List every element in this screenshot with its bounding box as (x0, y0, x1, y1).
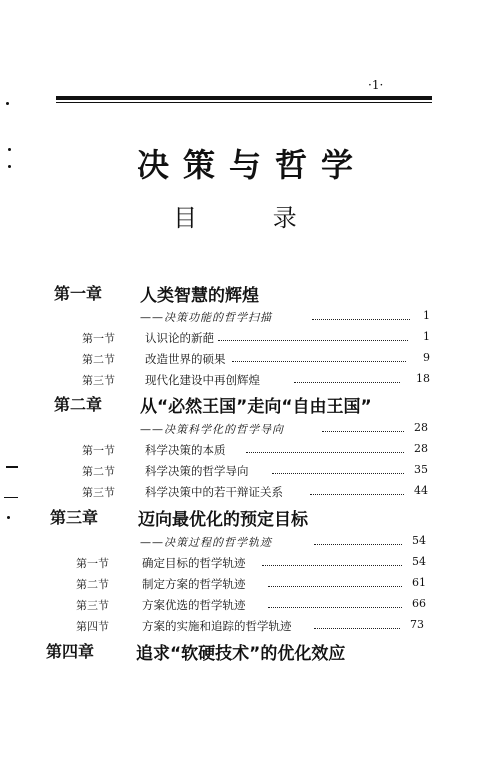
section-label: 第四节 (76, 620, 109, 633)
page-ref: 1 (423, 309, 430, 322)
page-ref: 44 (414, 484, 428, 497)
dot-leader (268, 597, 402, 608)
page-ref: 1 (423, 330, 430, 343)
section-title: 认识论的新葩 (145, 331, 214, 345)
chapter-title: 从“必然王国”走向“自由王国” (140, 397, 372, 417)
section-label: 第一节 (76, 557, 109, 570)
page-ref: 54 (412, 555, 426, 568)
dot-leader (272, 463, 404, 474)
book-title: 决策与哲学 (136, 146, 367, 184)
dot-leader (262, 555, 402, 566)
page-ref: 54 (412, 534, 426, 547)
page-ref: 61 (412, 576, 426, 589)
chapter-subtitle: ——决策功能的哲学扫描 (140, 311, 272, 324)
toc-section-row[interactable] (0, 597, 504, 619)
toc-section-row[interactable] (0, 576, 504, 598)
section-title: 现代化建设中再创辉煌 (145, 373, 260, 387)
toc-section-row[interactable] (0, 351, 504, 373)
chapter-subtitle-row[interactable] (0, 421, 504, 443)
page-ref: 28 (414, 442, 428, 455)
page-ref: 35 (414, 463, 428, 476)
header-rule (56, 96, 432, 100)
chapter-label: 第二章 (54, 395, 103, 414)
section-title: 确定目标的哲学轨迹 (142, 556, 246, 570)
chapter-row[interactable] (0, 639, 504, 664)
dot-leader (218, 330, 408, 341)
section-title: 制定方案的哲学轨迹 (142, 577, 246, 591)
toc-section-row[interactable] (0, 484, 504, 506)
toc-heading: 目 录 (173, 204, 331, 232)
toc-section-row[interactable] (0, 330, 504, 352)
section-title: 方案优选的哲学轨迹 (142, 598, 246, 612)
scan-speck (6, 102, 9, 105)
section-label: 第三节 (82, 486, 115, 499)
section-label: 第二节 (82, 353, 115, 366)
toc-section-row[interactable] (0, 442, 504, 464)
chapter-title: 追求“软硬技术”的优化效应 (136, 644, 346, 664)
chapter-row[interactable] (0, 281, 504, 306)
chapter-label: 第三章 (50, 508, 99, 527)
chapter-title: 人类智慧的辉煌 (140, 286, 259, 306)
chapter-subtitle-row[interactable] (0, 534, 504, 556)
chapter-title: 迈向最优化的预定目标 (138, 510, 308, 530)
dot-leader (232, 351, 406, 362)
page-number: ·1· (368, 78, 384, 92)
toc-section-row[interactable] (0, 618, 504, 640)
chapter-subtitle: ——决策过程的哲学轨迹 (140, 536, 272, 549)
section-title: 改造世界的硕果 (145, 352, 226, 366)
section-label: 第三节 (76, 599, 109, 612)
section-title: 方案的实施和追踪的哲学轨迹 (142, 619, 292, 633)
section-title: 科学决策的本质 (145, 443, 226, 457)
toc-section-row[interactable] (0, 555, 504, 577)
dot-leader (294, 372, 400, 383)
page-ref: 66 (412, 597, 426, 610)
section-label: 第一节 (82, 332, 115, 345)
chapter-row[interactable] (0, 392, 504, 417)
page-ref: 9 (423, 351, 430, 364)
section-label: 第三节 (82, 374, 115, 387)
section-label: 第二节 (76, 578, 109, 591)
header-rule-thin (56, 102, 432, 103)
page-ref: 18 (416, 372, 430, 385)
toc-section-row[interactable] (0, 463, 504, 485)
chapter-subtitle: ——决策科学化的哲学导向 (140, 423, 284, 436)
section-label: 第一节 (82, 444, 115, 457)
dot-leader (246, 442, 404, 453)
toc-section-row[interactable] (0, 372, 504, 394)
chapter-label: 第四章 (46, 642, 95, 661)
chapter-subtitle-row[interactable] (0, 309, 504, 331)
section-label: 第二节 (82, 465, 115, 478)
section-title: 科学决策的哲学导向 (145, 464, 249, 478)
page-ref: 28 (414, 421, 428, 434)
chapter-row[interactable] (0, 505, 504, 530)
section-title: 科学决策中的若干辩证关系 (145, 485, 283, 499)
chapter-label: 第一章 (54, 284, 103, 303)
page-ref: 73 (410, 618, 424, 631)
dot-leader (268, 576, 402, 587)
